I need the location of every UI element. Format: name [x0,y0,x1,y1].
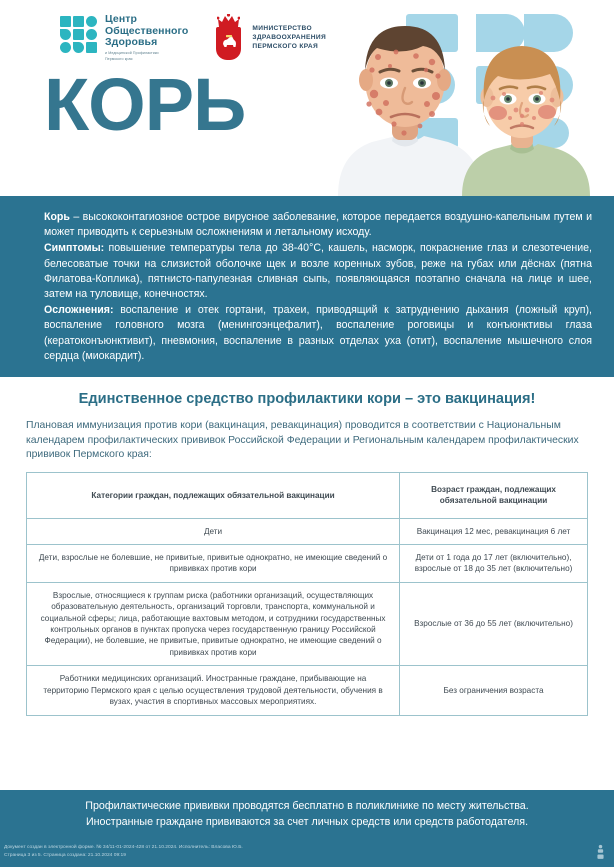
complications-text: воспаление и отек гортани, трахеи, приводящий к затруднению дыхания (ложный круп), воспаление головного мозга (менингоэнцефалит), воспаление роговицы и конъюнктивы глаза (кератоконъюнктивит), пневмония, воспаление в разных отделах уха (отит), воспаление мышечного слоя сердца (миокардит). [44,304,592,362]
bottom-banner [0,790,614,840]
ministry-line-1: МИНИСТЕРСТВО [252,24,312,32]
row-age: Дети от 1 года до 17 лет (включительно), взрослые от 18 до 35 лет (включительно) [400,545,588,583]
row-category: Работники медицинских организаций. Иностранные граждане, прибывающие на территорию Пермского края с целью осуществления трудовой деятельности, обучения в вузах, участия в спортивных массовых мероприятиях. [27,666,400,715]
row-category: Взрослые, относящиеся к группам риска (работники организаций, осуществляющих образовательную деятельность, организаций торговли, транспорта, коммунальной и социальной сферы; лица, работающие вахтовым методом, и сотрудники государственных контрольных органов в пунктах пропуска через государственную границу Российской Федерации), не болевшие, не привитые, привитые однократно, не имеющие сведений о прививках против кори [27,582,400,665]
table-row [27,582,588,665]
coz-line-1: Центр [105,13,138,25]
disease-info-block [0,196,614,377]
row-age: Без ограничения возраста [400,666,588,715]
table-row [27,666,588,715]
table-header-row [27,472,588,518]
section-title: Единственное средство профилактики кори – это вакцинация! [78,391,536,408]
ministry-logo [214,14,326,60]
symptoms-paragraph [22,241,592,302]
document-metadata-footer [0,840,614,867]
logo-row [60,14,326,62]
banner-line-1: Профилактические прививки проводятся бесплатно в поликлинике по месту жительства. [85,800,529,813]
signature-stamp-icon [597,844,604,862]
coz-subtitle-1: и Медицинской Профилактики [105,50,159,55]
row-age: Взрослые от 36 до 55 лет (включительно) [400,582,588,665]
table-header-age: Возраст граждан, подлежащих обязательной вакцинации [400,472,588,518]
metadata-line-2: Страница 3 из 5. Страница создана: 21.10.2024 09:19 [4,852,126,858]
center-public-health-mark-icon [60,16,98,53]
row-category: Дети [27,518,400,544]
table-row [27,518,588,544]
vaccination-section [0,377,614,715]
banner-line-2: Иностранные граждане прививаются за счет личных средств или средств работодателя. [85,815,529,828]
metadata-lines [4,844,243,859]
symptoms-text: повышение температуры тела до 38-40°C, кашель, насморк, покраснение глаз и слезотечение, белесоватые точки на слизистой оболочке щек и возле коренных зубов, реже на губах или дёснах (пятна Филатова-Коплика), пятнисто-папулезная сливная сыпь, появляющаяся поэтапно сначала на лице и шее, затем на туловище, конечностях. [44,242,592,301]
complications-lead: Осложнения: [44,304,114,317]
coz-line-2: Общественного [105,24,189,37]
coz-line-3: Здоровья [105,36,158,48]
center-public-health-text [105,14,188,62]
table-row [27,545,588,583]
center-public-health-logo [60,14,188,62]
vaccination-table-body [27,472,588,715]
definition-lead: Корь [44,211,70,223]
perm-krai-coat-of-arms-icon [214,14,243,60]
row-age: Вакцинация 12 мес, ревакцинация 6 лет [400,518,588,544]
definition-text: – высококонтагиозное острое вирусное заболевание, которое передается воздушно-капельным путем и может приводить к серьезным осложнениям и летальному исходу. [44,211,592,239]
vaccination-table [26,472,588,716]
ministry-line-2: ЗДРАВООХРАНЕНИЯ [252,33,327,41]
section-intro: Плановая иммунизация против кори (вакцинация, ревакцинация) проводится в соответствии с Национальным календарем профилактических прививок Российской Федерации и Региональным календарем профилактических прививок Пермского края: [26,420,579,461]
table-header-category: Категории граждан, подлежащих обязательной вакцинации [27,472,400,518]
coz-subtitle-2: Пермского края [105,57,133,62]
ministry-text [252,24,326,51]
row-category: Дети, взрослые не болевшие, не привитые, привитые однократно, не имеющие сведений о прививках против кори [27,545,400,583]
poster-header [0,0,614,196]
definition-paragraph [22,210,592,240]
ministry-line-3: ПЕРМСКОГО КРАЯ [252,42,319,50]
symptoms-lead: Симптомы: [44,242,105,255]
page-title: КОРЬ [44,63,246,146]
metadata-line-1: Документ создан в электронной форме. № 34/11-01-2024-428 от 21.10.2024. Исполнитель: Власова Ю.Б. [4,845,243,850]
complications-paragraph [22,303,592,364]
measles-illustration [328,0,614,196]
